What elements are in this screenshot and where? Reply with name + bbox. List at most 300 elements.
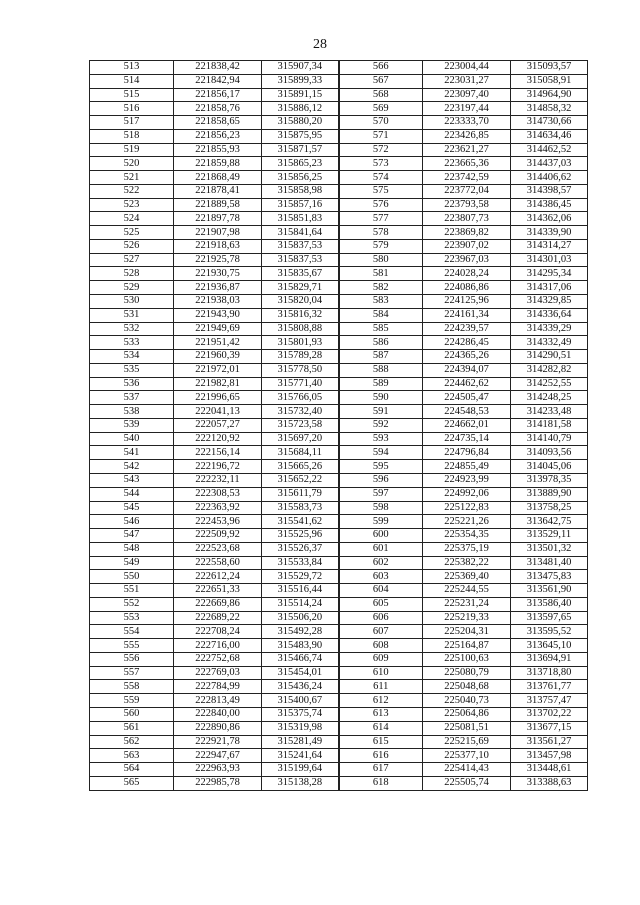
x-coordinate-cell: 221960,39 <box>174 350 262 364</box>
point-number-cell: 548 <box>90 542 174 556</box>
point-number-cell: 599 <box>339 515 423 529</box>
point-number-cell: 581 <box>339 267 423 281</box>
point-number-cell: 577 <box>339 212 423 226</box>
y-coordinate-cell: 315281,49 <box>262 735 339 749</box>
y-coordinate-cell: 315058,91 <box>511 74 588 88</box>
y-coordinate-cell: 313595,52 <box>511 625 588 639</box>
x-coordinate-cell: 222156,14 <box>174 446 262 460</box>
x-coordinate-cell: 221949,69 <box>174 322 262 336</box>
x-coordinate-cell: 225375,19 <box>423 542 511 556</box>
point-number-cell: 562 <box>90 735 174 749</box>
y-coordinate-cell: 315891,15 <box>262 88 339 102</box>
y-coordinate-cell: 315851,83 <box>262 212 339 226</box>
y-coordinate-cell: 315093,57 <box>511 61 588 75</box>
x-coordinate-cell: 224548,53 <box>423 405 511 419</box>
x-coordinate-cell: 221859,88 <box>174 157 262 171</box>
y-coordinate-cell: 313642,75 <box>511 515 588 529</box>
point-number-cell: 610 <box>339 666 423 680</box>
point-number-cell: 533 <box>90 336 174 350</box>
y-coordinate-cell: 315880,20 <box>262 116 339 130</box>
y-coordinate-cell: 315533,84 <box>262 556 339 570</box>
coordinates-table-body <box>90 61 588 791</box>
x-coordinate-cell: 222921,78 <box>174 735 262 749</box>
point-number-cell: 525 <box>90 226 174 240</box>
point-number-cell: 582 <box>339 281 423 295</box>
point-number-cell: 575 <box>339 184 423 198</box>
table-row <box>90 446 588 460</box>
y-coordinate-cell: 313388,63 <box>511 776 588 790</box>
y-coordinate-cell: 313702,22 <box>511 707 588 721</box>
point-number-cell: 589 <box>339 377 423 391</box>
y-coordinate-cell: 315816,32 <box>262 308 339 322</box>
point-number-cell: 565 <box>90 776 174 790</box>
x-coordinate-cell: 225505,74 <box>423 776 511 790</box>
y-coordinate-cell: 313501,32 <box>511 542 588 556</box>
point-number-cell: 570 <box>339 116 423 130</box>
y-coordinate-cell: 313586,40 <box>511 597 588 611</box>
x-coordinate-cell: 223333,70 <box>423 116 511 130</box>
y-coordinate-cell: 314248,25 <box>511 391 588 405</box>
x-coordinate-cell: 223426,85 <box>423 129 511 143</box>
point-number-cell: 539 <box>90 418 174 432</box>
x-coordinate-cell: 225122,83 <box>423 501 511 515</box>
point-number-cell: 567 <box>339 74 423 88</box>
point-number-cell: 531 <box>90 308 174 322</box>
x-coordinate-cell: 222689,22 <box>174 611 262 625</box>
point-number-cell: 613 <box>339 707 423 721</box>
y-coordinate-cell: 313761,77 <box>511 680 588 694</box>
x-coordinate-cell: 225048,68 <box>423 680 511 694</box>
point-number-cell: 549 <box>90 556 174 570</box>
point-number-cell: 612 <box>339 694 423 708</box>
x-coordinate-cell: 221858,65 <box>174 116 262 130</box>
x-coordinate-cell: 222769,03 <box>174 666 262 680</box>
point-number-cell: 601 <box>339 542 423 556</box>
y-coordinate-cell: 314290,51 <box>511 350 588 364</box>
x-coordinate-cell: 225414,43 <box>423 763 511 777</box>
point-number-cell: 519 <box>90 143 174 157</box>
y-coordinate-cell: 315837,53 <box>262 239 339 253</box>
y-coordinate-cell: 315801,93 <box>262 336 339 350</box>
table-row <box>90 721 588 735</box>
x-coordinate-cell: 222752,68 <box>174 652 262 666</box>
y-coordinate-cell: 315871,57 <box>262 143 339 157</box>
x-coordinate-cell: 225164,87 <box>423 639 511 653</box>
x-coordinate-cell: 222708,24 <box>174 625 262 639</box>
point-number-cell: 515 <box>90 88 174 102</box>
x-coordinate-cell: 223097,40 <box>423 88 511 102</box>
x-coordinate-cell: 222041,13 <box>174 405 262 419</box>
coordinates-table <box>89 60 588 791</box>
y-coordinate-cell: 314386,45 <box>511 198 588 212</box>
y-coordinate-cell: 315583,73 <box>262 501 339 515</box>
x-coordinate-cell: 222308,53 <box>174 487 262 501</box>
x-coordinate-cell: 223793,58 <box>423 198 511 212</box>
x-coordinate-cell: 223197,44 <box>423 102 511 116</box>
table-row <box>90 597 588 611</box>
y-coordinate-cell: 313758,25 <box>511 501 588 515</box>
point-number-cell: 592 <box>339 418 423 432</box>
y-coordinate-cell: 315375,74 <box>262 707 339 721</box>
table-row <box>90 776 588 790</box>
y-coordinate-cell: 315506,20 <box>262 611 339 625</box>
x-coordinate-cell: 225219,33 <box>423 611 511 625</box>
x-coordinate-cell: 224992,06 <box>423 487 511 501</box>
y-coordinate-cell: 314233,48 <box>511 405 588 419</box>
x-coordinate-cell: 222716,00 <box>174 639 262 653</box>
y-coordinate-cell: 315514,24 <box>262 597 339 611</box>
x-coordinate-cell: 225377,10 <box>423 749 511 763</box>
point-number-cell: 605 <box>339 597 423 611</box>
x-coordinate-cell: 222784,99 <box>174 680 262 694</box>
y-coordinate-cell: 315858,98 <box>262 184 339 198</box>
x-coordinate-cell: 221855,93 <box>174 143 262 157</box>
point-number-cell: 600 <box>339 529 423 543</box>
table-row <box>90 639 588 653</box>
y-coordinate-cell: 315241,64 <box>262 749 339 763</box>
y-coordinate-cell: 315766,05 <box>262 391 339 405</box>
x-coordinate-cell: 223004,44 <box>423 61 511 75</box>
y-coordinate-cell: 314317,06 <box>511 281 588 295</box>
table-row <box>90 432 588 446</box>
x-coordinate-cell: 224086,86 <box>423 281 511 295</box>
y-coordinate-cell: 313529,11 <box>511 529 588 543</box>
point-number-cell: 513 <box>90 61 174 75</box>
x-coordinate-cell: 223621,27 <box>423 143 511 157</box>
x-coordinate-cell: 221878,41 <box>174 184 262 198</box>
table-row <box>90 418 588 432</box>
table-row <box>90 529 588 543</box>
x-coordinate-cell: 222453,96 <box>174 515 262 529</box>
point-number-cell: 609 <box>339 652 423 666</box>
y-coordinate-cell: 313978,35 <box>511 473 588 487</box>
x-coordinate-cell: 225369,40 <box>423 570 511 584</box>
point-number-cell: 530 <box>90 295 174 309</box>
y-coordinate-cell: 313481,40 <box>511 556 588 570</box>
table-row <box>90 542 588 556</box>
point-number-cell: 557 <box>90 666 174 680</box>
y-coordinate-cell: 314858,32 <box>511 102 588 116</box>
point-number-cell: 527 <box>90 253 174 267</box>
table-row <box>90 666 588 680</box>
y-coordinate-cell: 315541,62 <box>262 515 339 529</box>
x-coordinate-cell: 222890,86 <box>174 721 262 735</box>
y-coordinate-cell: 315516,44 <box>262 584 339 598</box>
table-row <box>90 308 588 322</box>
y-coordinate-cell: 315492,28 <box>262 625 339 639</box>
y-coordinate-cell: 314406,62 <box>511 171 588 185</box>
y-coordinate-cell: 315841,64 <box>262 226 339 240</box>
point-number-cell: 569 <box>339 102 423 116</box>
point-number-cell: 535 <box>90 363 174 377</box>
table-row <box>90 116 588 130</box>
point-number-cell: 518 <box>90 129 174 143</box>
table-row <box>90 350 588 364</box>
point-number-cell: 561 <box>90 721 174 735</box>
y-coordinate-cell: 313448,61 <box>511 763 588 777</box>
point-number-cell: 547 <box>90 529 174 543</box>
point-number-cell: 591 <box>339 405 423 419</box>
point-number-cell: 542 <box>90 460 174 474</box>
point-number-cell: 586 <box>339 336 423 350</box>
y-coordinate-cell: 315526,37 <box>262 542 339 556</box>
point-number-cell: 544 <box>90 487 174 501</box>
x-coordinate-cell: 225080,79 <box>423 666 511 680</box>
x-coordinate-cell: 221996,65 <box>174 391 262 405</box>
x-coordinate-cell: 224028,24 <box>423 267 511 281</box>
table-row <box>90 239 588 253</box>
point-number-cell: 580 <box>339 253 423 267</box>
point-number-cell: 616 <box>339 749 423 763</box>
table-row <box>90 212 588 226</box>
table-row <box>90 749 588 763</box>
y-coordinate-cell: 315808,88 <box>262 322 339 336</box>
table-row <box>90 295 588 309</box>
point-number-cell: 593 <box>339 432 423 446</box>
point-number-cell: 568 <box>339 88 423 102</box>
x-coordinate-cell: 221982,81 <box>174 377 262 391</box>
point-number-cell: 585 <box>339 322 423 336</box>
y-coordinate-cell: 315697,20 <box>262 432 339 446</box>
table-row <box>90 226 588 240</box>
x-coordinate-cell: 223807,73 <box>423 212 511 226</box>
point-number-cell: 524 <box>90 212 174 226</box>
x-coordinate-cell: 221868,49 <box>174 171 262 185</box>
y-coordinate-cell: 315789,28 <box>262 350 339 364</box>
table-row <box>90 556 588 570</box>
x-coordinate-cell: 223665,36 <box>423 157 511 171</box>
y-coordinate-cell: 313718,80 <box>511 666 588 680</box>
y-coordinate-cell: 314093,56 <box>511 446 588 460</box>
point-number-cell: 584 <box>339 308 423 322</box>
table-row <box>90 515 588 529</box>
y-coordinate-cell: 313694,91 <box>511 652 588 666</box>
point-number-cell: 564 <box>90 763 174 777</box>
y-coordinate-cell: 315652,22 <box>262 473 339 487</box>
table-row <box>90 74 588 88</box>
point-number-cell: 606 <box>339 611 423 625</box>
point-number-cell: 517 <box>90 116 174 130</box>
table-row <box>90 391 588 405</box>
point-number-cell: 583 <box>339 295 423 309</box>
y-coordinate-cell: 315865,23 <box>262 157 339 171</box>
x-coordinate-cell: 222963,93 <box>174 763 262 777</box>
table-row <box>90 61 588 75</box>
x-coordinate-cell: 222232,11 <box>174 473 262 487</box>
x-coordinate-cell: 222057,27 <box>174 418 262 432</box>
x-coordinate-cell: 221936,87 <box>174 281 262 295</box>
table-row <box>90 322 588 336</box>
y-coordinate-cell: 314045,06 <box>511 460 588 474</box>
x-coordinate-cell: 225100,63 <box>423 652 511 666</box>
x-coordinate-cell: 224286,45 <box>423 336 511 350</box>
y-coordinate-cell: 313561,27 <box>511 735 588 749</box>
table-row <box>90 735 588 749</box>
y-coordinate-cell: 315400,67 <box>262 694 339 708</box>
y-coordinate-cell: 315466,74 <box>262 652 339 666</box>
y-coordinate-cell: 315684,11 <box>262 446 339 460</box>
table-row <box>90 157 588 171</box>
table-row <box>90 694 588 708</box>
point-number-cell: 540 <box>90 432 174 446</box>
x-coordinate-cell: 224855,49 <box>423 460 511 474</box>
table-row <box>90 707 588 721</box>
y-coordinate-cell: 314329,85 <box>511 295 588 309</box>
x-coordinate-cell: 223967,03 <box>423 253 511 267</box>
x-coordinate-cell: 221842,94 <box>174 74 262 88</box>
x-coordinate-cell: 224796,84 <box>423 446 511 460</box>
x-coordinate-cell: 225040,73 <box>423 694 511 708</box>
point-number-cell: 556 <box>90 652 174 666</box>
x-coordinate-cell: 221856,17 <box>174 88 262 102</box>
y-coordinate-cell: 315771,40 <box>262 377 339 391</box>
table-row <box>90 487 588 501</box>
table-row <box>90 405 588 419</box>
point-number-cell: 573 <box>339 157 423 171</box>
table-row <box>90 763 588 777</box>
y-coordinate-cell: 314634,46 <box>511 129 588 143</box>
table-row <box>90 625 588 639</box>
y-coordinate-cell: 314282,82 <box>511 363 588 377</box>
y-coordinate-cell: 315611,79 <box>262 487 339 501</box>
y-coordinate-cell: 315665,26 <box>262 460 339 474</box>
y-coordinate-cell: 315436,24 <box>262 680 339 694</box>
x-coordinate-cell: 221856,23 <box>174 129 262 143</box>
x-coordinate-cell: 221943,90 <box>174 308 262 322</box>
x-coordinate-cell: 222651,33 <box>174 584 262 598</box>
y-coordinate-cell: 315138,28 <box>262 776 339 790</box>
point-number-cell: 521 <box>90 171 174 185</box>
y-coordinate-cell: 313457,98 <box>511 749 588 763</box>
y-coordinate-cell: 314332,49 <box>511 336 588 350</box>
point-number-cell: 553 <box>90 611 174 625</box>
x-coordinate-cell: 223742,59 <box>423 171 511 185</box>
x-coordinate-cell: 223907,02 <box>423 239 511 253</box>
x-coordinate-cell: 221897,78 <box>174 212 262 226</box>
x-coordinate-cell: 222840,00 <box>174 707 262 721</box>
point-number-cell: 522 <box>90 184 174 198</box>
table-row <box>90 584 588 598</box>
x-coordinate-cell: 223031,27 <box>423 74 511 88</box>
table-row <box>90 501 588 515</box>
y-coordinate-cell: 314462,52 <box>511 143 588 157</box>
point-number-cell: 516 <box>90 102 174 116</box>
table-row <box>90 253 588 267</box>
point-number-cell: 614 <box>339 721 423 735</box>
point-number-cell: 552 <box>90 597 174 611</box>
x-coordinate-cell: 222120,92 <box>174 432 262 446</box>
table-row <box>90 336 588 350</box>
x-coordinate-cell: 221930,75 <box>174 267 262 281</box>
table-row <box>90 460 588 474</box>
point-number-cell: 563 <box>90 749 174 763</box>
x-coordinate-cell: 224735,14 <box>423 432 511 446</box>
table-row <box>90 281 588 295</box>
point-number-cell: 558 <box>90 680 174 694</box>
table-row <box>90 171 588 185</box>
point-number-cell: 566 <box>339 61 423 75</box>
point-number-cell: 579 <box>339 239 423 253</box>
point-number-cell: 574 <box>339 171 423 185</box>
x-coordinate-cell: 224923,99 <box>423 473 511 487</box>
x-coordinate-cell: 221951,42 <box>174 336 262 350</box>
y-coordinate-cell: 313597,65 <box>511 611 588 625</box>
x-coordinate-cell: 225215,69 <box>423 735 511 749</box>
x-coordinate-cell: 225221,26 <box>423 515 511 529</box>
point-number-cell: 572 <box>339 143 423 157</box>
x-coordinate-cell: 221918,63 <box>174 239 262 253</box>
x-coordinate-cell: 222985,78 <box>174 776 262 790</box>
x-coordinate-cell: 224462,62 <box>423 377 511 391</box>
table-row <box>90 143 588 157</box>
table-row <box>90 198 588 212</box>
x-coordinate-cell: 225081,51 <box>423 721 511 735</box>
y-coordinate-cell: 313475,83 <box>511 570 588 584</box>
x-coordinate-cell: 225064,86 <box>423 707 511 721</box>
x-coordinate-cell: 221838,42 <box>174 61 262 75</box>
point-number-cell: 587 <box>339 350 423 364</box>
y-coordinate-cell: 314339,29 <box>511 322 588 336</box>
table-row <box>90 611 588 625</box>
y-coordinate-cell: 314336,64 <box>511 308 588 322</box>
y-coordinate-cell: 315525,96 <box>262 529 339 543</box>
x-coordinate-cell: 221907,98 <box>174 226 262 240</box>
y-coordinate-cell: 315907,34 <box>262 61 339 75</box>
point-number-cell: 602 <box>339 556 423 570</box>
point-number-cell: 543 <box>90 473 174 487</box>
y-coordinate-cell: 315857,16 <box>262 198 339 212</box>
y-coordinate-cell: 313561,90 <box>511 584 588 598</box>
y-coordinate-cell: 314140,79 <box>511 432 588 446</box>
point-number-cell: 603 <box>339 570 423 584</box>
x-coordinate-cell: 225231,24 <box>423 597 511 611</box>
point-number-cell: 559 <box>90 694 174 708</box>
y-coordinate-cell: 313889,90 <box>511 487 588 501</box>
y-coordinate-cell: 315723,58 <box>262 418 339 432</box>
point-number-cell: 520 <box>90 157 174 171</box>
point-number-cell: 536 <box>90 377 174 391</box>
point-number-cell: 611 <box>339 680 423 694</box>
point-number-cell: 529 <box>90 281 174 295</box>
x-coordinate-cell: 224505,47 <box>423 391 511 405</box>
x-coordinate-cell: 222947,67 <box>174 749 262 763</box>
table-row <box>90 363 588 377</box>
x-coordinate-cell: 221972,01 <box>174 363 262 377</box>
y-coordinate-cell: 315837,53 <box>262 253 339 267</box>
point-number-cell: 528 <box>90 267 174 281</box>
y-coordinate-cell: 314314,27 <box>511 239 588 253</box>
y-coordinate-cell: 315778,50 <box>262 363 339 377</box>
point-number-cell: 551 <box>90 584 174 598</box>
point-number-cell: 514 <box>90 74 174 88</box>
point-number-cell: 608 <box>339 639 423 653</box>
y-coordinate-cell: 315835,67 <box>262 267 339 281</box>
point-number-cell: 560 <box>90 707 174 721</box>
y-coordinate-cell: 314252,55 <box>511 377 588 391</box>
point-number-cell: 550 <box>90 570 174 584</box>
y-coordinate-cell: 315886,12 <box>262 102 339 116</box>
x-coordinate-cell: 223772,04 <box>423 184 511 198</box>
x-coordinate-cell: 225244,55 <box>423 584 511 598</box>
point-number-cell: 590 <box>339 391 423 405</box>
point-number-cell: 598 <box>339 501 423 515</box>
y-coordinate-cell: 314181,58 <box>511 418 588 432</box>
point-number-cell: 526 <box>90 239 174 253</box>
y-coordinate-cell: 313645,10 <box>511 639 588 653</box>
x-coordinate-cell: 225354,35 <box>423 529 511 543</box>
point-number-cell: 597 <box>339 487 423 501</box>
y-coordinate-cell: 314398,57 <box>511 184 588 198</box>
